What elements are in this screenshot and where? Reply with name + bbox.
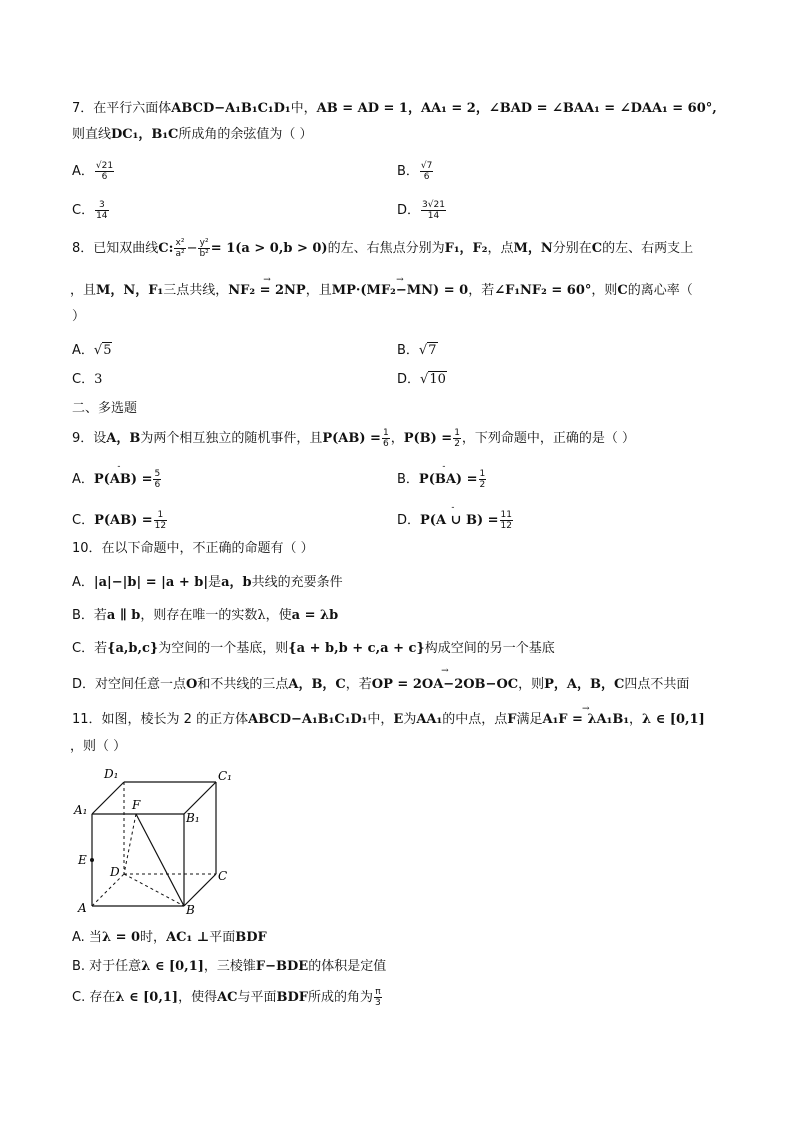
option-expr: BDF — [235, 930, 267, 945]
q8-vector-eq: → NF₂ = 2NP — [228, 282, 305, 300]
q10-text: 10．在以下命题中，不正确的命题有（ ） — [72, 541, 314, 556]
numerator: π — [375, 987, 381, 997]
q9-events: A，B — [106, 431, 141, 446]
option-text: 和不共线的三点 — [197, 677, 289, 692]
q9-prob: P(B) = — [403, 431, 453, 446]
numerator: 1 — [479, 469, 486, 479]
q11-text: ，则（ ） — [70, 739, 127, 754]
q7-lines: DC₁，B₁C — [111, 127, 179, 142]
segment-fd-hidden — [124, 814, 136, 874]
fraction — [500, 510, 513, 531]
q11-text: 的中点，点 — [442, 712, 508, 727]
q7-solid-name: ABCD−A₁B₁C₁D₁ — [171, 101, 291, 116]
numerator: 1 — [154, 510, 167, 521]
denominator: b² — [199, 249, 209, 259]
q11-point: F — [507, 712, 517, 727]
option-expr: a ∥ b — [106, 608, 141, 623]
option-text: 共线的充要条件 — [251, 575, 343, 590]
option-label: B．若 — [72, 608, 107, 623]
option-text: 四点不共面 — [624, 677, 690, 692]
option-expr: BDF — [276, 990, 309, 1005]
option-text: 是 — [208, 575, 222, 590]
option-expr: a，b — [221, 575, 252, 590]
q8-curve-ref: C — [591, 241, 603, 256]
q8-text: 的左、右两支上 — [602, 241, 694, 256]
label-c1: C₁ — [218, 769, 232, 783]
option-expr: - P(A ∪ B) = — [420, 513, 499, 528]
label-d1: D₁ — [104, 767, 119, 781]
option-expr: λ ∈ [0,1] — [141, 959, 204, 974]
minus-sign: − — [186, 241, 198, 256]
q10-option-c[interactable] — [72, 637, 555, 656]
q11-option-c[interactable] — [72, 986, 383, 1008]
numerator: 1 — [454, 428, 460, 438]
denominator: 6 — [382, 439, 389, 449]
q8-option-d[interactable] — [397, 368, 447, 387]
option-expr: a = λb — [291, 608, 339, 623]
numerator: √21 — [95, 161, 114, 171]
option-label: D．对空间任意一点 — [72, 677, 187, 692]
option-expr: P(AB) = — [94, 513, 153, 528]
sqrt: √7 — [418, 343, 437, 358]
numerator: x² — [175, 238, 185, 248]
q9-text: ， — [390, 431, 404, 446]
q11-text: 满足 — [516, 712, 543, 727]
option-text: 为空间的一个基底，则 — [158, 641, 289, 656]
q10-option-d[interactable] — [72, 673, 689, 692]
q11-segment: AA₁ — [416, 712, 443, 727]
denominator: 2 — [479, 480, 486, 490]
denominator: a² — [175, 249, 185, 259]
option-label: B． — [397, 343, 419, 358]
option-expr: AC₁ ⊥ — [166, 930, 210, 945]
sqrt: √5 — [93, 343, 112, 358]
q8-points: M，N — [513, 241, 553, 256]
q8-text: 8．已知双曲线 — [72, 241, 159, 256]
q8-dot-product: → MP·(MF₂−MN) = 0 — [332, 282, 468, 300]
q8-text: ，且 — [305, 283, 332, 298]
q8-text: 的左、右焦点分别为 — [327, 241, 445, 256]
option-label: A． — [72, 343, 94, 358]
option-text: 平面 — [209, 930, 236, 945]
q11-vector-eq: → A₁F = λA₁B₁ — [542, 711, 629, 729]
q8-text: ） — [72, 309, 86, 324]
q8-text: 的离心率（ — [627, 283, 693, 298]
numerator: 1 — [382, 428, 389, 438]
denominator: 12 — [500, 521, 512, 531]
q8-text: 三点共线， — [163, 283, 229, 298]
option-label: A． — [72, 575, 94, 590]
option-text: 与平面 — [237, 990, 277, 1005]
option-text: 构成空间的另一个基底 — [424, 641, 555, 656]
q7-text: 则直线 — [72, 127, 112, 142]
q9-stem-line1 — [72, 428, 635, 449]
numerator: 11 — [500, 510, 512, 520]
q11-stem-line1 — [72, 711, 705, 729]
option-label: C． — [72, 513, 95, 528]
point-e — [90, 858, 94, 862]
q11-option-b[interactable] — [72, 955, 386, 974]
q8-foci: F₁，F₂ — [444, 241, 488, 256]
fraction — [174, 238, 185, 259]
q7-text: 7．在平行六面体 — [72, 101, 172, 116]
option-expr: AC — [217, 990, 238, 1005]
option-expr: {a,b,c} — [107, 641, 159, 656]
q10-option-a[interactable] — [72, 571, 343, 590]
option-label: D． — [397, 372, 421, 387]
option-expr: P，A，B，C — [544, 677, 625, 692]
denominator: 2 — [454, 439, 460, 449]
q9-option-d[interactable] — [397, 509, 514, 531]
fraction — [420, 161, 433, 182]
radicand: 7 — [428, 343, 437, 358]
q10-stem — [72, 540, 314, 558]
section-heading-multiple-choice: 二、多选题 — [72, 401, 138, 416]
option-expr: → OP = 2OA−2OB−OC — [372, 677, 518, 692]
numerator: √7 — [420, 161, 433, 171]
edge-bc — [184, 874, 216, 906]
fraction — [198, 238, 209, 259]
q11-stem-line2 — [70, 738, 126, 756]
edge-b1c1 — [184, 782, 216, 814]
q8-points: M，N，F₁ — [96, 283, 164, 298]
denominator: 6 — [154, 480, 161, 490]
fraction — [95, 200, 108, 221]
fraction — [382, 428, 390, 449]
q8-option-c[interactable] — [72, 368, 102, 387]
option-label: B． — [397, 472, 419, 487]
label-d: D — [110, 865, 120, 879]
q7-option-c[interactable] — [72, 199, 110, 221]
q9-prob: P(AB) = — [322, 431, 381, 446]
q8-text: ，若 — [468, 283, 495, 298]
label-a: A — [78, 901, 87, 915]
radicand: 10 — [429, 372, 446, 387]
label-a1: A₁ — [74, 803, 88, 817]
q7-text: 中， — [290, 101, 317, 116]
q7-stem-line2 — [72, 126, 313, 144]
q8-curve-name: C: — [158, 241, 174, 256]
option-text: 所成的角为 — [308, 990, 374, 1005]
label-e: E — [78, 853, 87, 867]
segment-fb — [136, 814, 184, 906]
option-expr: {a + b,b + c,a + c} — [288, 641, 425, 656]
option-value: 3 — [94, 372, 103, 387]
option-text: ，则存在唯一的实数 — [140, 608, 258, 623]
edge-a1d1 — [92, 782, 124, 814]
q11-text: 为 — [403, 712, 417, 727]
q9-text: 为两个相互独立的随机事件，且 — [140, 431, 323, 446]
option-label: A. 当 — [72, 930, 102, 945]
q7-option-a[interactable] — [72, 160, 115, 182]
option-label: C． — [72, 372, 95, 387]
option-expr: A，B，C — [288, 677, 346, 692]
option-label: B. 对于任意 — [72, 959, 142, 974]
denominator: 6 — [101, 172, 108, 182]
q7-option-b[interactable] — [397, 160, 434, 182]
option-expr: - P(AB) = — [94, 472, 153, 487]
option-label: C．若 — [72, 641, 108, 656]
fraction — [374, 987, 382, 1008]
q8-option-a[interactable] — [72, 339, 112, 358]
option-label: D． — [397, 203, 421, 218]
q8-stem-line3 — [72, 308, 85, 326]
q8-text: ，且 — [70, 283, 97, 298]
q9-text: 9．设 — [72, 431, 107, 446]
fraction — [479, 469, 487, 490]
q8-stem-line1 — [72, 238, 693, 259]
label-c: C — [218, 869, 228, 883]
q8-option-b[interactable] — [397, 339, 438, 358]
option-expr: λ = 0 — [101, 930, 141, 945]
q11-text: 中， — [367, 712, 394, 727]
numerator: 5 — [154, 469, 161, 479]
q8-text: ，点 — [487, 241, 514, 256]
numerator: 3 — [95, 200, 108, 211]
option-label: C． — [72, 203, 95, 218]
fraction — [153, 469, 161, 490]
denominator: 14 — [96, 211, 108, 221]
option-text: ，使得 — [178, 990, 218, 1005]
denominator: 14 — [427, 211, 440, 221]
q11-solid-name: ABCD−A₁B₁C₁D₁ — [248, 712, 368, 727]
q11-point: E — [393, 712, 404, 727]
option-expr: F−BDE — [255, 959, 309, 974]
q9-option-a[interactable] — [72, 468, 162, 490]
denominator: 3 — [375, 998, 381, 1008]
q11-option-a[interactable] — [72, 926, 267, 945]
q8-equation: = 1(a > 0,b > 0) — [210, 241, 328, 256]
denominator: 12 — [154, 521, 167, 531]
fraction — [421, 200, 446, 221]
option-text: 的体积是定值 — [308, 959, 387, 974]
radicand: 5 — [103, 343, 112, 358]
q9-option-b[interactable] — [397, 468, 487, 490]
q11-text: 11．如图，棱长为 2 的正方体 — [72, 712, 249, 727]
denominator: 6 — [423, 172, 430, 182]
option-text: ，三棱锥 — [203, 959, 256, 974]
numerator: y² — [199, 238, 209, 248]
option-label: B． — [397, 164, 419, 179]
option-label: D． — [397, 513, 421, 528]
option-expr: - P(BA) = — [419, 472, 478, 487]
q9-text: ，下列命题中，正确的是（ ） — [461, 431, 636, 446]
option-label: A． — [72, 472, 94, 487]
q7-conditions: AB = AD = 1，AA₁ = 2，∠BAD = ∠BAA₁ = ∠DAA₁ = 60°, — [316, 101, 717, 116]
q8-stem-line2 — [70, 282, 693, 300]
option-text: 时， — [140, 930, 167, 945]
option-expr: λ — [257, 608, 266, 623]
option-expr: |a|−|b| = |a + b| — [93, 575, 209, 590]
numerator: 3√21 — [422, 200, 445, 210]
q11-range: λ ∈ [0,1] — [642, 712, 705, 727]
option-expr: O — [186, 677, 198, 692]
option-label: A． — [72, 164, 94, 179]
option-expr: λ ∈ [0,1] — [115, 990, 179, 1005]
option-text: ，使 — [265, 608, 292, 623]
label-b: B — [186, 903, 195, 917]
option-label: C. 存在 — [72, 990, 116, 1005]
option-text: ，则 — [518, 677, 545, 692]
q10-option-b[interactable] — [72, 604, 338, 623]
q7-option-d[interactable] — [397, 199, 447, 221]
fraction — [453, 428, 461, 449]
sqrt: √10 — [420, 372, 446, 387]
label-b1: B₁ — [186, 811, 200, 825]
q8-curve-ref: C — [617, 283, 628, 298]
fraction — [95, 161, 114, 182]
q7-text: 所成角的余弦值为（ ） — [178, 127, 313, 142]
q9-option-c[interactable] — [72, 509, 168, 531]
q8-text: ，则 — [591, 283, 618, 298]
option-text: ，若 — [345, 677, 372, 692]
cube-diagram — [72, 762, 242, 918]
q8-text: 分别在 — [552, 241, 592, 256]
fraction — [154, 510, 167, 531]
q11-text: ， — [629, 712, 643, 727]
q7-stem-line1 — [72, 100, 717, 118]
q8-angle: ∠F₁NF₂ = 60° — [494, 283, 592, 298]
label-f: F — [132, 798, 141, 812]
